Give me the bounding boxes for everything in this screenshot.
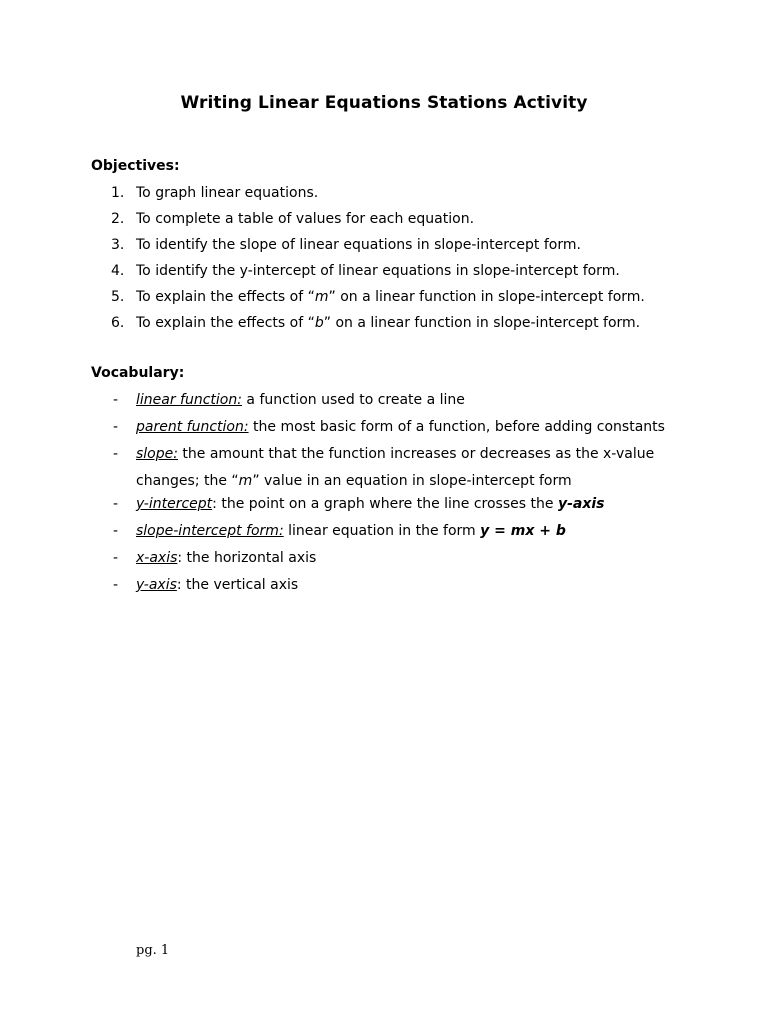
vocab-term: y-intercept xyxy=(136,496,213,512)
vocab-term: parent function: xyxy=(136,419,249,435)
term-colon: : xyxy=(212,496,217,512)
vocabulary-list xyxy=(91,391,691,603)
vocab-definition: the amount that the function increases or decreases as the x-value xyxy=(177,446,655,462)
variable-m: m xyxy=(238,473,253,489)
vocab-term: x-axis xyxy=(136,550,178,566)
term-colon: : xyxy=(177,550,183,566)
bullet: - xyxy=(113,446,119,462)
vocab-definition: the vertical axis xyxy=(181,577,299,593)
list-item xyxy=(91,441,691,495)
vocab-term: y-axis xyxy=(136,577,177,593)
vocab-term: linear function: xyxy=(136,392,242,408)
objectives-heading: Objectives: xyxy=(91,158,180,174)
item-number: 6. xyxy=(111,315,125,331)
list-item xyxy=(91,184,645,210)
item-text-pre: To explain the effects of “ xyxy=(136,315,315,331)
bullet: - xyxy=(113,419,119,435)
item-text: To identify the y-intercept of linear equations in slope-intercept form. xyxy=(136,263,620,279)
vocab-definition-cont: changes; the “ xyxy=(136,473,239,489)
vocab-definition: a function used to create a line xyxy=(241,392,465,408)
vocab-term: slope: xyxy=(136,446,178,462)
variable-m: m xyxy=(314,289,329,305)
list-item xyxy=(91,288,645,314)
term-colon: : xyxy=(176,577,182,593)
bullet: - xyxy=(113,523,119,539)
item-number: 1. xyxy=(111,185,125,201)
list-item xyxy=(91,314,645,340)
vocab-definition: the most basic form of a function, before adding constants xyxy=(248,419,665,435)
vocab-definition: linear equation in the form xyxy=(283,523,481,539)
variable-b: b xyxy=(314,315,324,331)
item-text-post: ” on a linear function in slope-intercept form. xyxy=(328,289,645,305)
list-item xyxy=(91,262,645,288)
bullet: - xyxy=(113,550,119,566)
bullet: - xyxy=(113,577,119,593)
bullet: - xyxy=(113,392,119,408)
objectives-list xyxy=(91,184,645,340)
vocab-definition: the horizontal axis xyxy=(182,550,317,566)
item-number: 5. xyxy=(111,289,125,305)
vocab-term: slope-intercept form: xyxy=(136,523,284,539)
vocab-definition: the point on a graph where the line crosses the xyxy=(216,496,558,512)
list-item xyxy=(91,418,691,436)
item-number: 2. xyxy=(111,211,125,227)
item-text: To identify the slope of linear equations in slope-intercept form. xyxy=(136,237,581,253)
item-text-pre: To explain the effects of “ xyxy=(136,289,315,305)
list-item xyxy=(91,495,691,513)
emphasis: y-axis xyxy=(557,496,605,512)
vocabulary-heading: Vocabulary: xyxy=(91,365,185,381)
vocab-definition-cont: ” value in an equation in slope-intercept form xyxy=(252,473,572,489)
page-number: pg. 1 xyxy=(136,943,170,958)
item-number: 3. xyxy=(111,237,125,253)
list-item xyxy=(91,210,645,236)
document-title: Writing Linear Equations Stations Activity xyxy=(180,93,588,113)
list-item xyxy=(91,236,645,262)
list-item xyxy=(91,549,691,567)
list-item xyxy=(91,391,691,409)
list-item xyxy=(91,576,691,594)
item-number: 4. xyxy=(111,263,125,279)
list-item xyxy=(91,522,691,540)
item-text-post: ” on a linear function in slope-intercept form. xyxy=(323,315,641,331)
equation: y = mx + b xyxy=(480,523,566,539)
item-text: To complete a table of values for each equation. xyxy=(136,211,475,227)
bullet: - xyxy=(113,496,119,512)
item-text: To graph linear equations. xyxy=(136,185,319,201)
